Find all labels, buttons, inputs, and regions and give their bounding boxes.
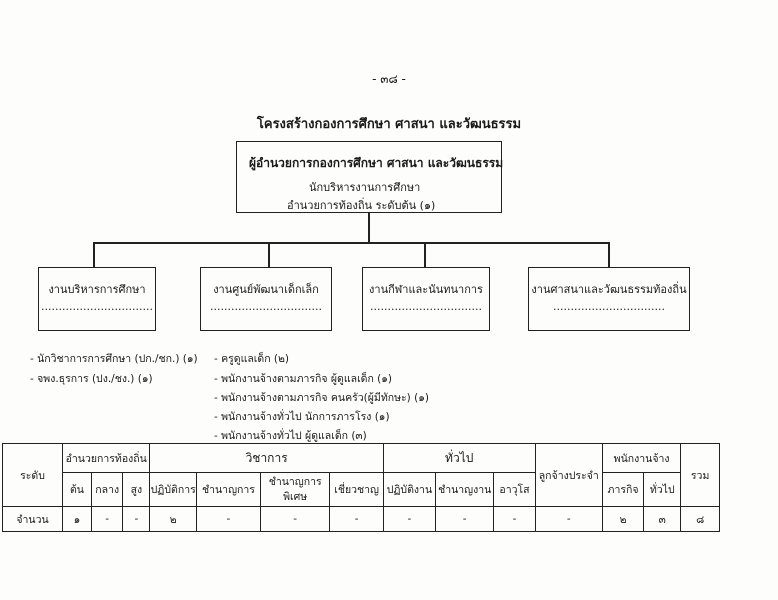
unit-box-sports bbox=[362, 267, 490, 331]
sub-chamnan-piset bbox=[260, 473, 330, 507]
connector-unit-2 bbox=[268, 242, 270, 267]
sub-pharakit: ภารกิจ bbox=[602, 473, 643, 507]
sub-chiaochan: เชี่ยวชาญ bbox=[330, 473, 383, 507]
row-label: จำนวน bbox=[3, 507, 63, 532]
staff-childcare-4: - พนักงานจ้างทั่วไป นักการภารโรง (๑) bbox=[214, 411, 390, 423]
connector-unit-4 bbox=[608, 242, 610, 267]
cell-chamnan-piset: - bbox=[260, 507, 330, 532]
staff-admin-1: - นักวิชาการการศึกษา (ปก./ชก.) (๑) bbox=[30, 353, 198, 365]
director-position: ผู้อำนวยการกองการศึกษา ศาสนา และวัฒนธรรม bbox=[249, 156, 504, 170]
cell-klang: - bbox=[91, 507, 123, 532]
sub-chamnan: ชำนาญการ bbox=[197, 473, 261, 507]
rank-header: ระดับ bbox=[3, 444, 63, 507]
cell-total: ๘ bbox=[681, 507, 720, 532]
unit-label: งานศูนย์พัฒนาเด็กเล็ก bbox=[213, 283, 319, 296]
staff-childcare-1: - ครูดูแลเด็ก (๒) bbox=[214, 353, 290, 365]
unit-label: งานศาสนาและวัฒนธรรมท้องถิ่น bbox=[531, 283, 687, 296]
director-line-2: นักบริหารงานการศึกษา bbox=[309, 181, 421, 194]
connector-unit-1 bbox=[93, 242, 95, 267]
cell-patibat: ๒ bbox=[150, 507, 197, 532]
staff-childcare-3: - พนักงานจ้างตามภารกิจ คนครัว(ผู้มีทักษะ) (๑) bbox=[214, 392, 429, 404]
group-general-header: ทั่วไป bbox=[383, 444, 535, 473]
group-daily-header: ลูกจ้างประจำ bbox=[535, 444, 602, 507]
unit-box-education-admin bbox=[38, 267, 156, 331]
table-row bbox=[3, 507, 720, 532]
group-admin-header: อำนวยการท้องถิ่น bbox=[63, 444, 150, 473]
cell-chamnanngan: - bbox=[436, 507, 494, 532]
sub-klang: กลาง bbox=[91, 473, 123, 507]
sub-sung: สูง bbox=[123, 473, 150, 507]
cell-ton: ๑ bbox=[63, 507, 92, 532]
sub-tuapai: ทั่วไป bbox=[644, 473, 681, 507]
sub-chamnan-piset-line1: ชำนาญการ bbox=[268, 475, 322, 488]
cell-chiaochan: - bbox=[330, 507, 383, 532]
unit-dots: ................................ bbox=[553, 300, 665, 313]
sub-patibat: ปฏิบัติการ bbox=[150, 473, 197, 507]
cell-sung: - bbox=[123, 507, 150, 532]
rank-table bbox=[2, 443, 720, 532]
connector-horizontal bbox=[93, 242, 609, 244]
staff-childcare-2: - พนักงานจ้างตามภารกิจ ผู้ดูแลเด็ก (๑) bbox=[214, 373, 393, 385]
cell-patibatngan: - bbox=[383, 507, 435, 532]
group-academic-header: วิชาการ bbox=[150, 444, 383, 473]
staff-childcare-5: - พนักงานจ้างทั่วไป ผู้ดูแลเด็ก (๓) bbox=[214, 430, 367, 442]
unit-label: งานบริหารการศึกษา bbox=[48, 283, 146, 296]
connector-vertical-main bbox=[368, 213, 370, 243]
total-header: รวม bbox=[681, 444, 720, 507]
group-employee-header: พนักงานจ้าง bbox=[602, 444, 680, 473]
director-box bbox=[236, 141, 502, 213]
staff-admin-2: - จพง.ธุรการ (ปง./ชง.) (๑) bbox=[30, 373, 153, 385]
cell-tuapai: ๓ bbox=[644, 507, 681, 532]
sub-chamnan-piset-line2: พิเศษ bbox=[283, 490, 308, 503]
sub-patibatngan: ปฏิบัติงาน bbox=[383, 473, 435, 507]
director-line-3: อำนวยการท้องถิ่น ระดับต้น (๑) bbox=[287, 199, 436, 212]
cell-chamnan: - bbox=[197, 507, 261, 532]
unit-dots: ................................ bbox=[41, 300, 153, 313]
unit-box-religion-culture bbox=[528, 267, 690, 331]
connector-unit-3 bbox=[424, 242, 426, 267]
page-title: โครงสร้างกองการศึกษา ศาสนา และวัฒนธรรม bbox=[256, 117, 522, 132]
cell-awuso: - bbox=[494, 507, 535, 532]
cell-daily: - bbox=[535, 507, 602, 532]
unit-dots: ................................ bbox=[370, 300, 482, 313]
sub-chamnanngan: ชำนาญงาน bbox=[436, 473, 494, 507]
unit-label: งานกีฬาและนันทนาการ bbox=[369, 283, 483, 296]
sub-ton: ต้น bbox=[63, 473, 92, 507]
page-number: - ๓๘ - bbox=[372, 72, 406, 86]
sub-awuso: อาวุโส bbox=[494, 473, 535, 507]
cell-pharakit: ๒ bbox=[602, 507, 643, 532]
unit-dots: ................................ bbox=[210, 300, 322, 313]
unit-box-child-center bbox=[200, 267, 332, 331]
